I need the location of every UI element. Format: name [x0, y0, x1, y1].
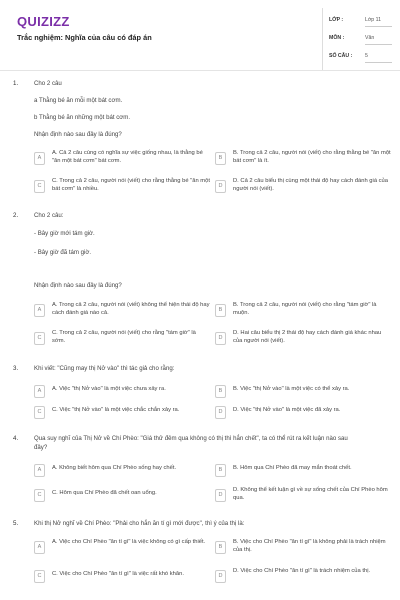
option-letter-box: B — [215, 464, 226, 477]
question-number: 1. — [13, 80, 19, 87]
option-c[interactable] — [34, 404, 212, 424]
option-letter-box: D — [215, 570, 226, 583]
meta-label: LỚP : — [329, 17, 344, 23]
option-c[interactable] — [34, 487, 212, 507]
option-text: D. Việc cho Chí Phèo "ăn tí gì" là trách nhiệm của thị. — [233, 568, 371, 574]
option-d[interactable] — [215, 330, 393, 350]
option-letter-box: A — [34, 464, 45, 477]
option-text: B. Hôm qua Chí Phèo đã may mắn thoát chết. — [233, 465, 352, 471]
question-number: 3. — [13, 365, 19, 372]
meta-value: 5 — [365, 53, 368, 59]
question-text: - Bây giờ mới tám giờ. — [34, 230, 95, 237]
question-text: Nhận định nào sau đây là đúng? — [34, 282, 122, 289]
option-a[interactable] — [34, 383, 212, 403]
meta-count — [329, 53, 395, 66]
question-text: đây? — [34, 444, 48, 451]
option-letter-box: B — [215, 385, 226, 398]
option-letter-box: C — [34, 489, 45, 502]
question-text: Nhận định nào sau đây là đúng? — [34, 131, 122, 138]
option-text: B. Trong cả 2 câu, người nói (viết) cho rằng thằng bé "ăn một bát cơm" là ít. — [233, 150, 391, 164]
option-text: C. Trong cả 2 câu, người nói (viết) cho rằng "tám giờ" là sớm. — [52, 330, 196, 344]
question-text: Qua suy nghĩ của Thị Nở về Chí Phèo: "Giá thử đêm qua không có thị thì hắn chết", ta có thể rút ra kết luận nào sau — [34, 435, 348, 442]
question-text: - Bây giờ đã tám giờ. — [34, 249, 92, 256]
option-letter-box: A — [34, 541, 45, 554]
option-c[interactable] — [34, 568, 212, 588]
option-a[interactable] — [34, 302, 212, 322]
meta-underline — [365, 62, 392, 63]
question-number: 5. — [13, 520, 19, 527]
option-b[interactable] — [215, 150, 393, 170]
option-text: A. Việc "thị Nở vào" là một việc chưa xảy ra. — [52, 386, 166, 392]
option-b[interactable] — [215, 383, 393, 403]
option-d[interactable] — [215, 404, 393, 424]
meta-subject — [329, 35, 395, 48]
option-c[interactable] — [34, 330, 212, 350]
option-text: B. Việc cho Chí Phèo "ăn tí gì" là không phải là trách nhiệm của thị. — [233, 539, 386, 553]
option-letter-box: D — [215, 180, 226, 193]
option-text: A. Việc cho Chí Phèo "ăn tí gì" là việc không có gì cấp thiết. — [52, 539, 206, 545]
option-text: B. Việc "thị Nở vào" là một việc có thể xảy ra. — [233, 386, 350, 392]
meta-grade — [329, 17, 395, 30]
option-text: B. Trong cả 2 câu, người nói (viết) cho rằng "tám giờ" là muộn. — [233, 302, 377, 316]
option-letter-box: B — [215, 304, 226, 317]
option-letter-box: C — [34, 180, 45, 193]
option-text: D. Việc "thị Nở vào" là một việc đã xảy ra. — [233, 407, 341, 413]
option-b[interactable] — [215, 302, 393, 322]
option-letter-box: A — [34, 385, 45, 398]
quizizz-logo: QUIZIZZ — [17, 14, 70, 29]
option-b[interactable] — [215, 462, 393, 482]
option-a[interactable] — [34, 462, 212, 482]
question-number: 4. — [13, 435, 19, 442]
header-divider — [0, 70, 400, 71]
question-text: Khi viết: "Cũng may thị Nở vào" thì tác giả cho rằng: — [34, 365, 175, 372]
question-text: b Thằng bé ăn những một bát cơm. — [34, 114, 131, 121]
option-letter-box: D — [215, 489, 226, 502]
option-text: C. Trong cả 2 câu, người nói (viết) cho rằng thằng bé "ăn một bát cơm" là nhiều. — [52, 178, 210, 192]
meta-underline — [365, 44, 392, 45]
meta-underline — [365, 26, 392, 27]
option-c[interactable] — [34, 178, 212, 198]
question-text: Cho 2 câu — [34, 80, 62, 87]
option-b[interactable] — [215, 539, 393, 559]
option-d[interactable] — [215, 568, 393, 588]
question-text: a Thằng bé ăn mỗi một bát cơm. — [34, 97, 123, 104]
option-a[interactable] — [34, 539, 212, 559]
option-letter-box: C — [34, 332, 45, 345]
meta-label: MÔN : — [329, 35, 345, 41]
question-text: Khi thị Nở nghĩ về Chí Phèo: "Phải cho hắn ăn tí gì mới được", thì ý của thị là: — [34, 520, 245, 527]
option-letter-box: B — [215, 541, 226, 554]
worksheet-header — [0, 0, 400, 70]
question-number: 2. — [13, 212, 19, 219]
option-text: C. Việc cho Chí Phèo "ăn tí gì" là việc rất khó khăn. — [52, 571, 184, 577]
meta-label: SỐ CÂU : — [329, 53, 353, 59]
meta-value: Lớp 11 — [365, 17, 381, 23]
option-text: D. Không thể kết luận gì về sự sống chết của Chí Phèo hôm qua. — [233, 487, 388, 501]
option-letter-box: D — [215, 332, 226, 345]
option-text: A. Trong cả 2 câu, người nói (viết) không thể hiện thái độ hay cách đánh giá nào cả. — [52, 302, 210, 316]
option-letter-box: A — [34, 304, 45, 317]
option-letter-box: A — [34, 152, 45, 165]
option-text: C. Hôm qua Chí Phèo đã chết oan uổng. — [52, 490, 157, 496]
question-text: Cho 2 câu: — [34, 212, 64, 219]
option-letter-box: C — [34, 406, 45, 419]
option-d[interactable] — [215, 178, 393, 198]
option-text: A. Cả 2 câu cùng có nghĩa sự việc giống nhau, là thằng bé "ăn một bát cơm" bát cơm. — [52, 150, 203, 164]
page-title: Trắc nghiệm: Nghĩa của câu có đáp án — [17, 33, 152, 42]
option-letter-box: D — [215, 406, 226, 419]
option-text: D. Hai câu biểu thị 2 thái độ hay cách đánh giá khác nhau của người nói (viết). — [233, 330, 382, 344]
option-d[interactable] — [215, 487, 393, 507]
option-text: C. Việc "thị Nở vào" là một việc chắc chắn xảy ra. — [52, 407, 180, 413]
option-letter-box: B — [215, 152, 226, 165]
option-a[interactable] — [34, 150, 212, 170]
meta-value: Văn — [365, 35, 375, 41]
meta-panel — [322, 8, 392, 70]
option-letter-box: C — [34, 570, 45, 583]
option-text: A. Không biết hôm qua Chí Phèo sống hay chết. — [52, 465, 177, 471]
option-text: D. Cả 2 câu biểu thị cùng một thái độ hay cách đánh giá của người nói (viết). — [233, 178, 389, 192]
